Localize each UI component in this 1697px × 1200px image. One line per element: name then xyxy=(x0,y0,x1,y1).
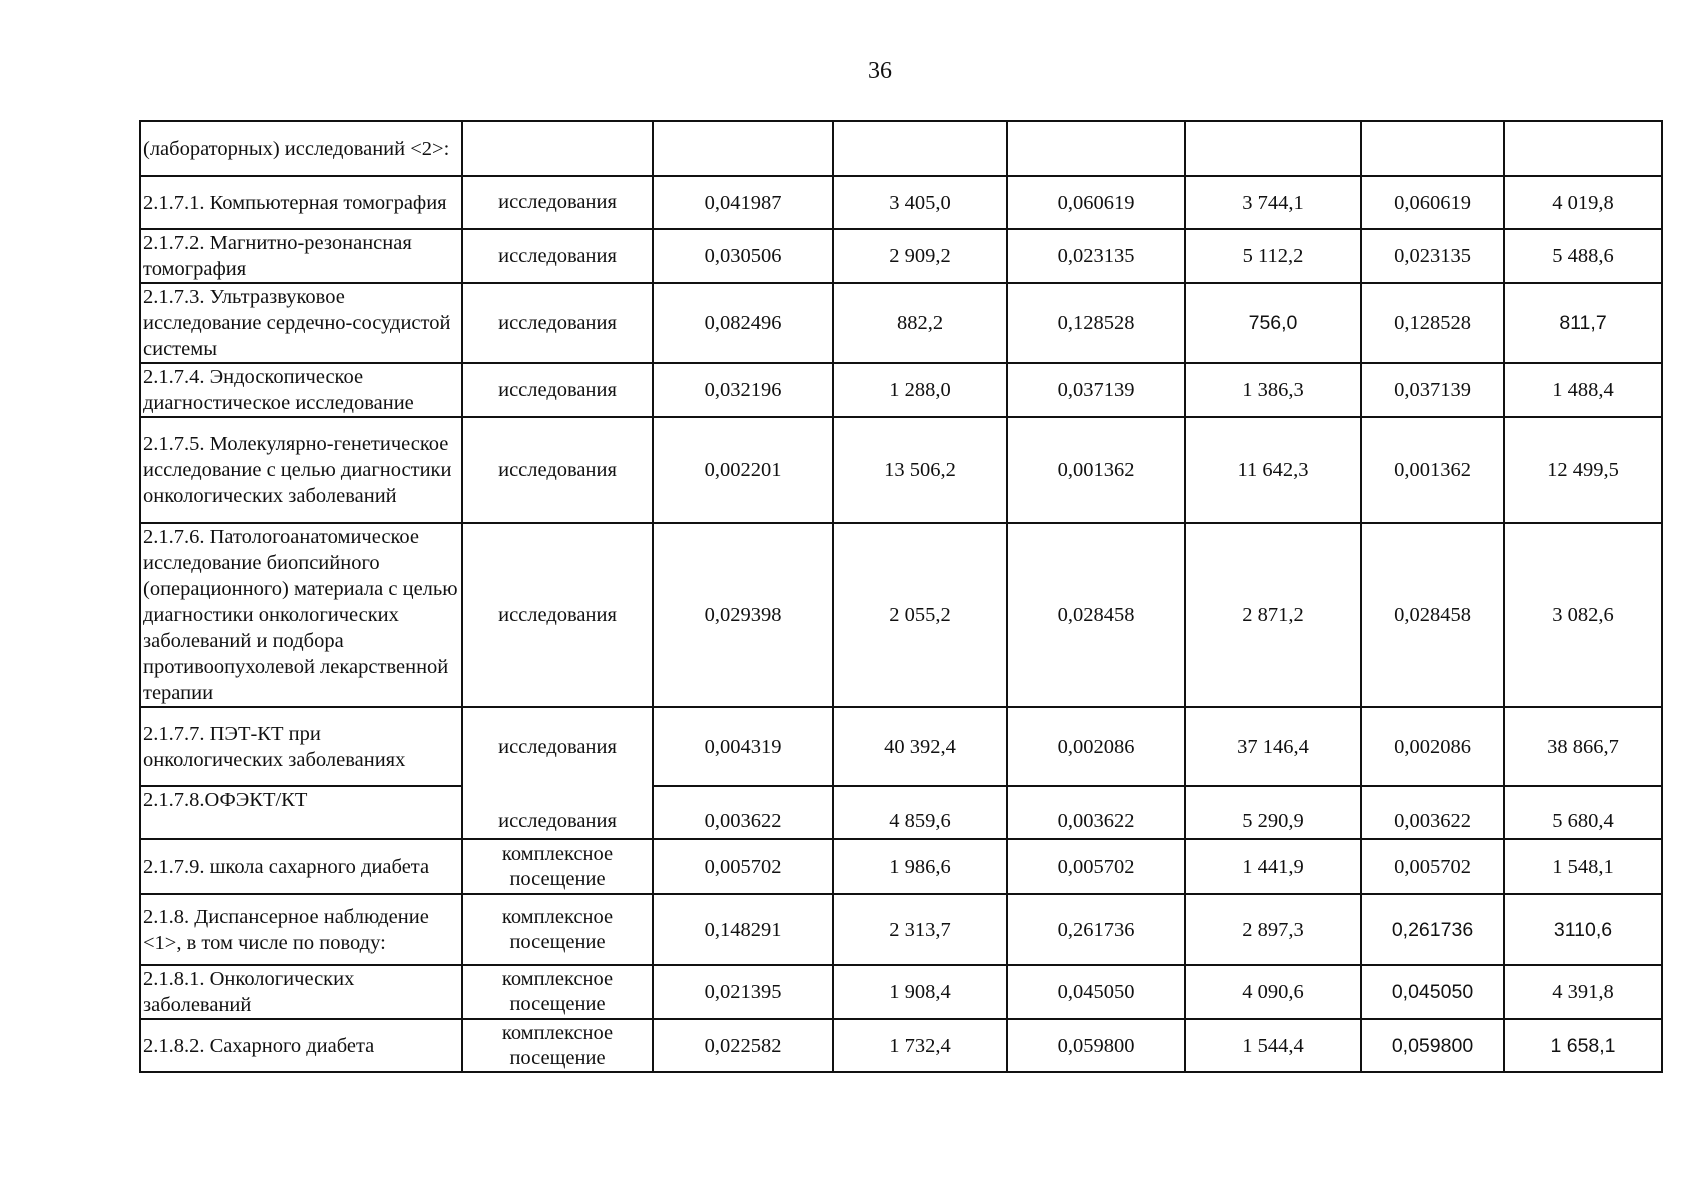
table-row xyxy=(140,121,1662,176)
unit-cell: исследования xyxy=(462,786,653,839)
value-cell: 40 392,4 xyxy=(833,707,1007,786)
value-cell: 0,037139 xyxy=(1007,363,1185,417)
unit-cell: исследования xyxy=(462,523,653,707)
unit-cell: комплексное посещение xyxy=(462,965,653,1019)
value-cell: 0,028458 xyxy=(1007,523,1185,707)
page-number: 36 xyxy=(868,58,892,84)
unit-cell: исследования xyxy=(462,283,653,363)
unit-cell: исследования xyxy=(462,707,653,786)
value-cell: 0,023135 xyxy=(1361,229,1504,283)
value-cell: 38 866,7 xyxy=(1504,707,1662,786)
value-cell: 3 744,1 xyxy=(1185,176,1361,229)
table-row xyxy=(140,523,1662,707)
table-row xyxy=(140,839,1662,894)
value-cell: 1 488,4 xyxy=(1504,363,1662,417)
value-cell: 0,028458 xyxy=(1361,523,1504,707)
table-row xyxy=(140,363,1662,417)
value-cell: 4 090,6 xyxy=(1185,965,1361,1019)
value-cell: 13 506,2 xyxy=(833,417,1007,523)
value-cell xyxy=(1361,121,1504,176)
value-cell: 2 909,2 xyxy=(833,229,1007,283)
row-name: 2.1.7.6. Патологоанатомическое исследование биопсийного (операционного) материала с целью диагностики онкологических заболеваний и подбора противоопухолевой лекарственной терапии xyxy=(140,523,462,707)
value-cell: 756,0 xyxy=(1185,283,1361,363)
value-cell: 811,7 xyxy=(1504,283,1662,363)
value-cell: 0,045050 xyxy=(1007,965,1185,1019)
value-cell: 11 642,3 xyxy=(1185,417,1361,523)
row-name: 2.1.8. Диспансерное наблюдение <1>, в том числе по поводу: xyxy=(140,894,462,965)
unit-cell: исследования xyxy=(462,363,653,417)
value-cell: 0,128528 xyxy=(1361,283,1504,363)
value-cell: 5 488,6 xyxy=(1504,229,1662,283)
value-cell: 0,005702 xyxy=(653,839,833,894)
value-cell: 4 859,6 xyxy=(833,786,1007,839)
value-cell xyxy=(1007,121,1185,176)
value-cell: 0,045050 xyxy=(1361,965,1504,1019)
value-cell: 0,037139 xyxy=(1361,363,1504,417)
row-name: 2.1.7.8.ОФЭКТ/КТ xyxy=(140,786,462,839)
value-cell: 1 288,0 xyxy=(833,363,1007,417)
value-cell: 0,005702 xyxy=(1007,839,1185,894)
row-name: 2.1.7.3. Ультразвуковое исследование сердечно-сосудистой системы xyxy=(140,283,462,363)
table-row xyxy=(140,707,1662,786)
table-row xyxy=(140,417,1662,523)
value-cell: 0,261736 xyxy=(1007,894,1185,965)
row-name: 2.1.7.5. Молекулярно-генетическое исследование с целью диагностики онкологических заболеваний xyxy=(140,417,462,523)
value-cell: 0,003622 xyxy=(1361,786,1504,839)
value-cell: 0,023135 xyxy=(1007,229,1185,283)
value-cell: 0,001362 xyxy=(1361,417,1504,523)
unit-cell xyxy=(462,121,653,176)
value-cell: 12 499,5 xyxy=(1504,417,1662,523)
value-cell: 0,148291 xyxy=(653,894,833,965)
value-cell: 0,032196 xyxy=(653,363,833,417)
value-cell: 1 386,3 xyxy=(1185,363,1361,417)
value-cell: 4 019,8 xyxy=(1504,176,1662,229)
value-cell: 0,021395 xyxy=(653,965,833,1019)
value-cell: 37 146,4 xyxy=(1185,707,1361,786)
value-cell: 2 897,3 xyxy=(1185,894,1361,965)
data-table xyxy=(139,120,1663,1073)
row-name: 2.1.7.2. Магнитно-резонансная томография xyxy=(140,229,462,283)
value-cell: 0,082496 xyxy=(653,283,833,363)
value-cell: 0,029398 xyxy=(653,523,833,707)
row-name: 2.1.8.2. Сахарного диабета xyxy=(140,1019,462,1072)
value-cell: 0,060619 xyxy=(1007,176,1185,229)
value-cell: 0,261736 xyxy=(1361,894,1504,965)
value-cell: 3 082,6 xyxy=(1504,523,1662,707)
value-cell: 0,002201 xyxy=(653,417,833,523)
value-cell: 0,005702 xyxy=(1361,839,1504,894)
value-cell: 5 680,4 xyxy=(1504,786,1662,839)
row-name: 2.1.7.1. Компьютерная томография xyxy=(140,176,462,229)
value-cell: 0,001362 xyxy=(1007,417,1185,523)
value-cell: 882,2 xyxy=(833,283,1007,363)
value-cell: 0,004319 xyxy=(653,707,833,786)
value-cell xyxy=(653,121,833,176)
value-cell: 0,059800 xyxy=(1361,1019,1504,1072)
value-cell: 1 908,4 xyxy=(833,965,1007,1019)
value-cell: 3110,6 xyxy=(1504,894,1662,965)
table-row xyxy=(140,786,1662,839)
value-cell: 0,002086 xyxy=(1007,707,1185,786)
unit-cell: исследования xyxy=(462,176,653,229)
unit-cell: комплексное посещение xyxy=(462,894,653,965)
value-cell: 0,060619 xyxy=(1361,176,1504,229)
unit-cell: исследования xyxy=(462,229,653,283)
row-name: 2.1.8.1. Онкологических заболеваний xyxy=(140,965,462,1019)
value-cell: 0,022582 xyxy=(653,1019,833,1072)
value-cell: 2 871,2 xyxy=(1185,523,1361,707)
value-cell: 5 290,9 xyxy=(1185,786,1361,839)
value-cell: 0,002086 xyxy=(1361,707,1504,786)
value-cell: 0,003622 xyxy=(653,786,833,839)
value-cell xyxy=(1504,121,1662,176)
table-row xyxy=(140,229,1662,283)
value-cell: 0,003622 xyxy=(1007,786,1185,839)
value-cell: 3 405,0 xyxy=(833,176,1007,229)
value-cell: 1 441,9 xyxy=(1185,839,1361,894)
unit-cell: комплексное посещение xyxy=(462,1019,653,1072)
row-name: 2.1.7.4. Эндоскопическое диагностическое исследование xyxy=(140,363,462,417)
value-cell: 0,128528 xyxy=(1007,283,1185,363)
value-cell: 1 732,4 xyxy=(833,1019,1007,1072)
table-row xyxy=(140,965,1662,1019)
row-name: (лабораторных) исследований <2>: xyxy=(140,121,462,176)
value-cell: 1 986,6 xyxy=(833,839,1007,894)
value-cell xyxy=(1185,121,1361,176)
value-cell: 0,059800 xyxy=(1007,1019,1185,1072)
value-cell: 4 391,8 xyxy=(1504,965,1662,1019)
table-row xyxy=(140,283,1662,363)
value-cell: 0,041987 xyxy=(653,176,833,229)
value-cell: 1 658,1 xyxy=(1504,1019,1662,1072)
row-name: 2.1.7.7. ПЭТ-КТ при онкологических заболеваниях xyxy=(140,707,462,786)
unit-cell: исследования xyxy=(462,417,653,523)
value-cell: 1 548,1 xyxy=(1504,839,1662,894)
table-row xyxy=(140,176,1662,229)
unit-cell: комплексное посещение xyxy=(462,839,653,894)
table-row xyxy=(140,1019,1662,1072)
value-cell: 2 055,2 xyxy=(833,523,1007,707)
value-cell: 0,030506 xyxy=(653,229,833,283)
value-cell: 1 544,4 xyxy=(1185,1019,1361,1072)
row-name: 2.1.7.9. школа сахарного диабета xyxy=(140,839,462,894)
value-cell xyxy=(833,121,1007,176)
value-cell: 5 112,2 xyxy=(1185,229,1361,283)
value-cell: 2 313,7 xyxy=(833,894,1007,965)
table-row xyxy=(140,894,1662,965)
